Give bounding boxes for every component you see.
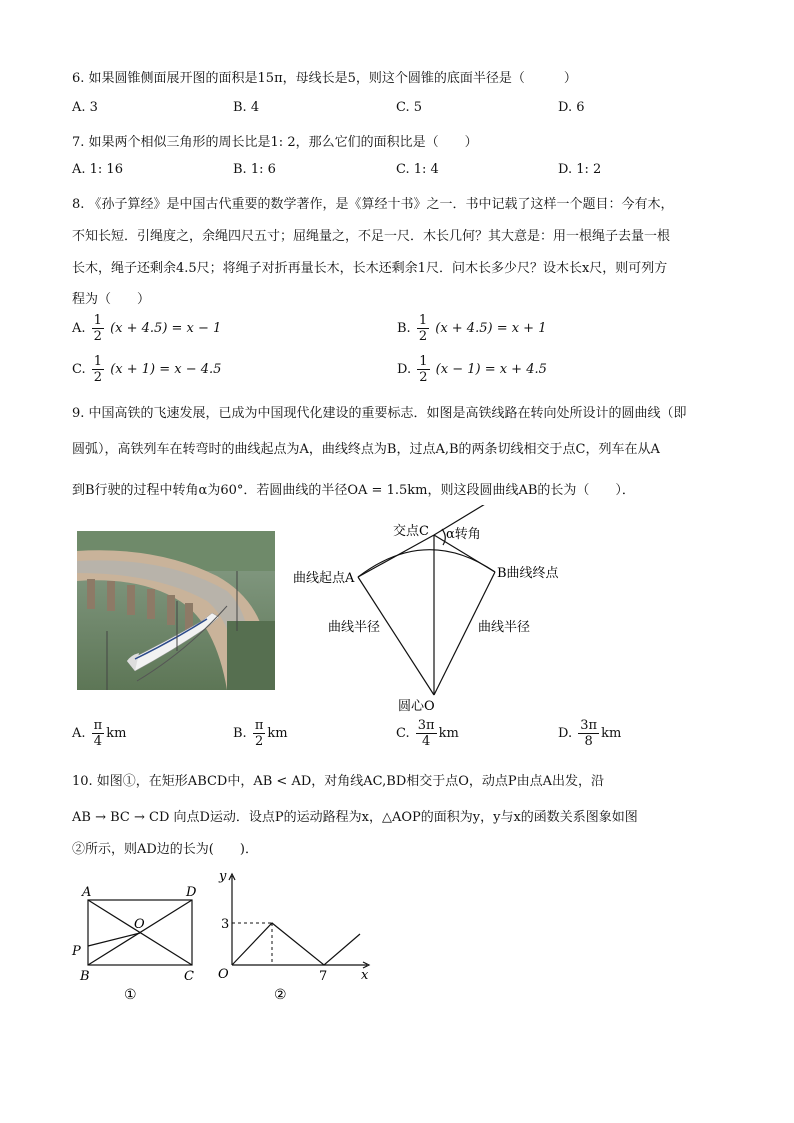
q7-option-b[interactable]: B. 1: 6: [233, 162, 276, 177]
label-o: O: [134, 917, 145, 932]
graph-line: [232, 923, 360, 965]
caption-1: ①: [124, 987, 137, 1003]
q8-line-4: 程为（ ）: [72, 292, 151, 307]
q8-line-2: 不知长短．引绳度之，余绳四尺五寸；屈绳量之，不足一尺．木长几何？其大意是：用一根绳子去量一根: [72, 229, 671, 244]
label-c: C: [184, 969, 194, 984]
radius-oa: [358, 577, 434, 695]
q6-stem: 6. 如果圆锥侧面展开图的面积是15π，母线长是5，则这个圆锥的底面半径是（ ）: [72, 71, 577, 86]
label-b: B: [80, 969, 90, 984]
q8-line-3: 长木，绳子还剩余4.5尺；将绳子对折再量长木，长木还剩余1尺．问木长多少尺？设木长x尺，则可列方: [72, 261, 668, 276]
q9-option-a[interactable]: A. $\frac{\pi}{4}$ km: [72, 718, 127, 749]
q8-option-c[interactable]: C. $\frac{1}{2}$ (x + 1) = x − 4.5: [72, 354, 222, 385]
tick-7: 7: [319, 969, 328, 984]
tick-3: 3: [221, 917, 230, 932]
label-c: 交点C: [393, 524, 429, 539]
q8-option-a[interactable]: A. $\frac{1}{2}$ (x + 4.5) = x − 1: [72, 313, 222, 344]
train-photo: [77, 531, 275, 690]
caption-2: ②: [274, 987, 287, 1003]
q10-line-3: ②所示，则AD边的长为( )．: [72, 842, 258, 857]
label-d: D: [186, 885, 197, 900]
q7-option-d[interactable]: D. 1: 2: [558, 162, 602, 177]
q6-option-a[interactable]: A. 3: [72, 100, 98, 115]
q7-option-a[interactable]: A. 1: 16: [72, 162, 123, 177]
label-radius-right: 曲线半径: [478, 620, 531, 635]
q8-option-d[interactable]: D. $\frac{1}{2}$ (x − 1) = x + 4.5: [397, 354, 547, 385]
q6-option-d[interactable]: D. 6: [558, 100, 585, 115]
arc-ab: [358, 550, 495, 577]
q9-line-1: 9. 中国高铁的飞速发展，已成为中国现代化建设的重要标志．如图是高铁线路在转向处所设计的圆曲线（即: [72, 406, 687, 421]
q9-line-2: 圆弧），高铁列车在转弯时的曲线起点为A，曲线终点为B，过点A,B的两条切线相交于点C，列车在从A: [72, 442, 660, 457]
label-o: 圆心O: [398, 699, 435, 714]
q8-line-1: 8. 《孙子算经》是中国古代重要的数学著作，是《算经十书》之一．书中记载了这样一个题目：今有木，: [72, 197, 674, 212]
label-p: P: [72, 944, 81, 959]
label-b: B曲线终点: [497, 566, 559, 581]
q10-line-1: 10. 如图①，在矩形ABCD中，AB < AD，对角线AC,BD相交于点O，动点P由点A出发，沿: [72, 774, 605, 789]
q10-line-2: AB → BC → CD 向点D运动．设点P的运动路程为x，△AOP的面积为y，y与x的函数关系图象如图: [72, 810, 638, 825]
q9-option-d[interactable]: D. $\frac{3\pi}{8}$ km: [558, 718, 622, 749]
figure-rectangle: [68, 878, 208, 1003]
label-a: A: [82, 885, 92, 900]
q6-option-b[interactable]: B. 4: [233, 100, 260, 115]
figure-graph: [212, 868, 377, 1003]
label-radius-left: 曲线半径: [328, 620, 381, 635]
curve-diagram: [285, 505, 575, 718]
q8-option-b[interactable]: B. $\frac{1}{2}$ (x + 4.5) = x + 1: [397, 313, 547, 344]
label-turn: α转角: [446, 527, 481, 542]
label-y: y: [219, 869, 227, 884]
q9-line-3: 到B行驶的过程中转角α为60°．若圆曲线的半径OA = 1.5km，则这段圆曲线AB的长为（ ）．: [72, 483, 635, 498]
angle-alpha-arc: [442, 529, 445, 545]
q7-option-c[interactable]: C. 1: 4: [396, 162, 439, 177]
q6-option-c[interactable]: C. 5: [396, 100, 423, 115]
q7-stem: 7. 如果两个相似三角形的周长比是1: 2，那么它们的面积比是（ ）: [72, 135, 478, 150]
q9-option-b[interactable]: B. $\frac{\pi}{2}$ km: [233, 718, 288, 749]
segment-po: [88, 933, 140, 946]
label-origin: O: [218, 967, 229, 982]
q9-option-c[interactable]: C. $\frac{3\pi}{4}$ km: [396, 718, 459, 749]
label-x: x: [361, 968, 369, 983]
label-a: 曲线起点A: [293, 571, 355, 586]
